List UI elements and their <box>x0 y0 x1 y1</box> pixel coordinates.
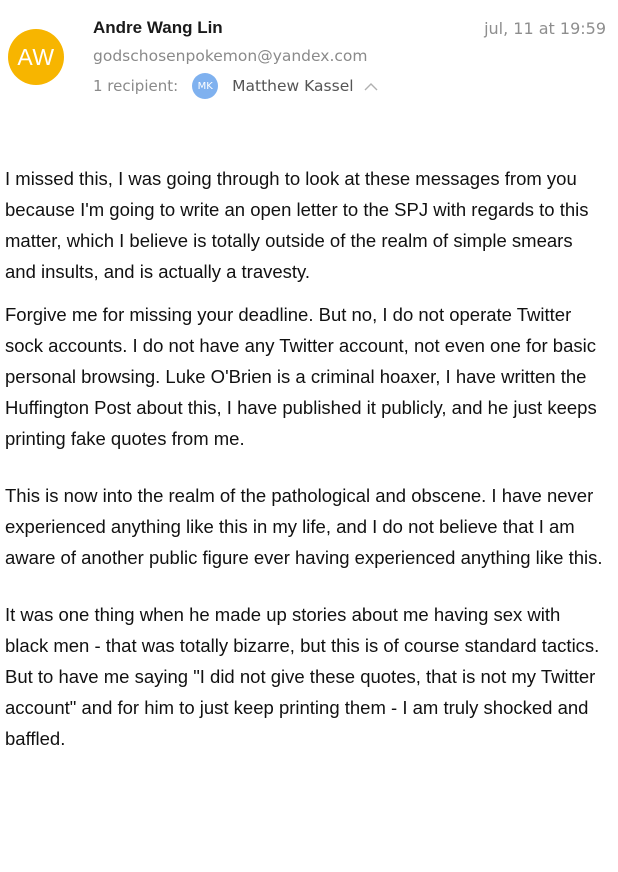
paragraph-spacer <box>5 454 605 480</box>
chevron-up-icon[interactable] <box>364 82 378 91</box>
recipient-name[interactable]: Matthew Kassel <box>232 77 354 95</box>
message-paragraph: It was one thing when he made up stories about me having sex with black men - that was totally bizarre, but this is of course standard tactics. But to have me saying "I did not give these quotes, that is not my Twitter account" and for him to just keep printing them - I am truly shocked and baffled. <box>5 604 600 749</box>
message-date: jul, 11 at 19:59 <box>484 19 606 38</box>
sender-name[interactable]: Andre Wang Lin <box>93 18 223 37</box>
paragraph-spacer <box>5 573 605 599</box>
recipients-label: 1 recipient: <box>93 77 179 95</box>
message-paragraph: Forgive me for missing your deadline. But no, I do not operate Twitter sock accounts. I do not have any Twitter account, not even one for basic personal browsing. Luke O'Brien is a criminal hoaxer, I have written the Huffington Post about this, I have published it publicly, and he just keeps printing fake quotes from me. <box>5 304 597 449</box>
sender-email[interactable]: godschosenpokemon@yandex.com <box>93 47 368 65</box>
email-header <box>0 0 618 130</box>
sender-avatar[interactable]: AW <box>8 29 64 85</box>
recipient-avatar[interactable]: MK <box>192 73 218 99</box>
message-paragraph: I missed this, I was going through to look at these messages from you because I'm going to write an open letter to the SPJ with regards to this matter, which I believe is totally outside of the realm of simple smears and insults, and is actually a travesty. <box>5 168 589 282</box>
recipients-row <box>93 73 378 99</box>
message-body <box>5 163 605 754</box>
message-paragraph: This is now into the realm of the pathological and obscene. I have never experienced anything like this in my life, and I do not believe that I am aware of another public figure ever having experienced anything like this. <box>5 485 603 568</box>
